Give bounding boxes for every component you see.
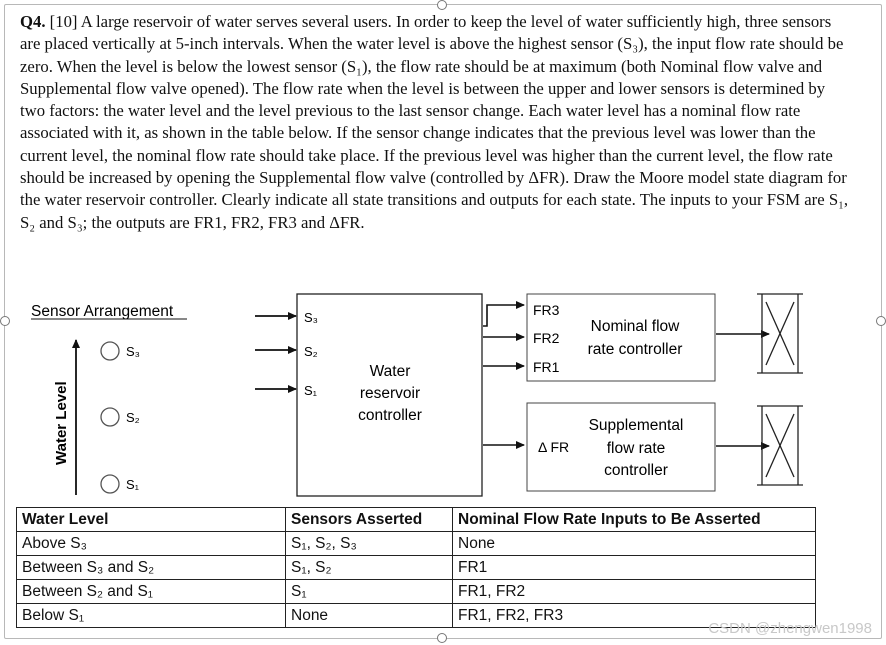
cell-sensors: None: [286, 604, 453, 628]
cell-flow-rate: FR1: [453, 556, 816, 580]
header-nominal-flow-rate: Nominal Flow Rate Inputs to Be Asserted: [453, 508, 816, 532]
reservoir-title-2: reservoir: [359, 385, 421, 402]
nominal-title-1: Nominal flow: [590, 318, 680, 335]
input-label-s3: S₃: [304, 310, 318, 325]
cell-flow-rate: FR1, FR2, FR3: [453, 604, 816, 628]
output-label-fr3: FR3: [533, 302, 560, 318]
cell-flow-rate: FR1, FR2: [453, 580, 816, 604]
table-row: [17, 580, 816, 604]
question-body: [10] A large reservoir of water serves several users. In order to keep the level of water sufficiently high, three sensors are placed vertically at 5-inch intervals. When the water level is above the highest sensor (S₃), the input flow rate should be zero. When the level is below the lowest sensor (S₁), the flow rate should be at maximum (both Nominal flow valve and Supplemental flow valve opened). The flow rate when the level is between the upper and lower sensors is determined by two factors: the water level and the level previous to the last sensor change. Each water level has a nominal flow rate associated with it, as shown in the table below. If the sensor change indicates that the previous level was lower than the current level, the nominal flow rate should take place. If the previous level was higher than the current level, the flow rate should be increased by opening the Supplemental flow valve (controlled by ΔFR). Draw the Moore model state diagram for the water reservoir controller. Clearly indicate all state transitions and outputs for each state. The inputs to your FSM are S₁, S₂ and S₃; the outputs are FR1, FR2, FR3 and ΔFR.: [20, 12, 849, 232]
output-label-fr1: FR1: [533, 359, 560, 375]
sensor-s2-icon: [101, 408, 119, 426]
reservoir-title-1: Water: [369, 363, 411, 380]
sensor-s3-label: S₃: [126, 344, 140, 359]
supplemental-title-3: controller: [604, 462, 668, 479]
watermark: CSDN @zhengwen1998: [708, 620, 872, 637]
cell-sensors: S₁, S₂: [286, 556, 453, 580]
header-water-level: Water Level: [17, 508, 286, 532]
supplemental-title-2: flow rate: [606, 440, 666, 457]
water-level-table: [16, 507, 816, 628]
header-sensors-asserted: Sensors Asserted: [286, 508, 453, 532]
sensor-s3-icon: [101, 342, 119, 360]
wire-fr3: [483, 305, 524, 326]
cell-water-level: Above S₃: [17, 532, 286, 556]
nominal-title-2: rate controller: [587, 341, 683, 358]
cell-water-level: Below S₁: [17, 604, 286, 628]
input-label-s1: S₁: [304, 383, 318, 398]
table-row: [17, 604, 816, 628]
table-row: [17, 532, 816, 556]
resize-handle-bottom[interactable]: [437, 633, 447, 643]
supplemental-title-1: Supplemental: [588, 417, 684, 434]
table-row: [17, 556, 816, 580]
output-label-delta-fr: Δ FR: [538, 439, 570, 455]
question-label: Q4.: [20, 12, 46, 31]
cell-sensors: S₁, S₂, S₃: [286, 532, 453, 556]
sensor-s2-label: S₂: [126, 410, 140, 425]
reservoir-title-3: controller: [358, 407, 422, 424]
input-label-s2: S₂: [304, 344, 318, 359]
cell-water-level: Between S₃ and S₂: [17, 556, 286, 580]
cell-sensors: S₁: [286, 580, 453, 604]
cell-flow-rate: None: [453, 532, 816, 556]
sensor-s1-icon: [101, 475, 119, 493]
water-level-label: Water Level: [53, 381, 70, 465]
output-label-fr2: FR2: [533, 330, 560, 346]
table-header-row: [17, 508, 816, 532]
sensor-arrangement-title: Sensor Arrangement: [31, 303, 174, 320]
sensor-s1-label: S₁: [126, 477, 140, 492]
cell-water-level: Between S₂ and S₁: [17, 580, 286, 604]
